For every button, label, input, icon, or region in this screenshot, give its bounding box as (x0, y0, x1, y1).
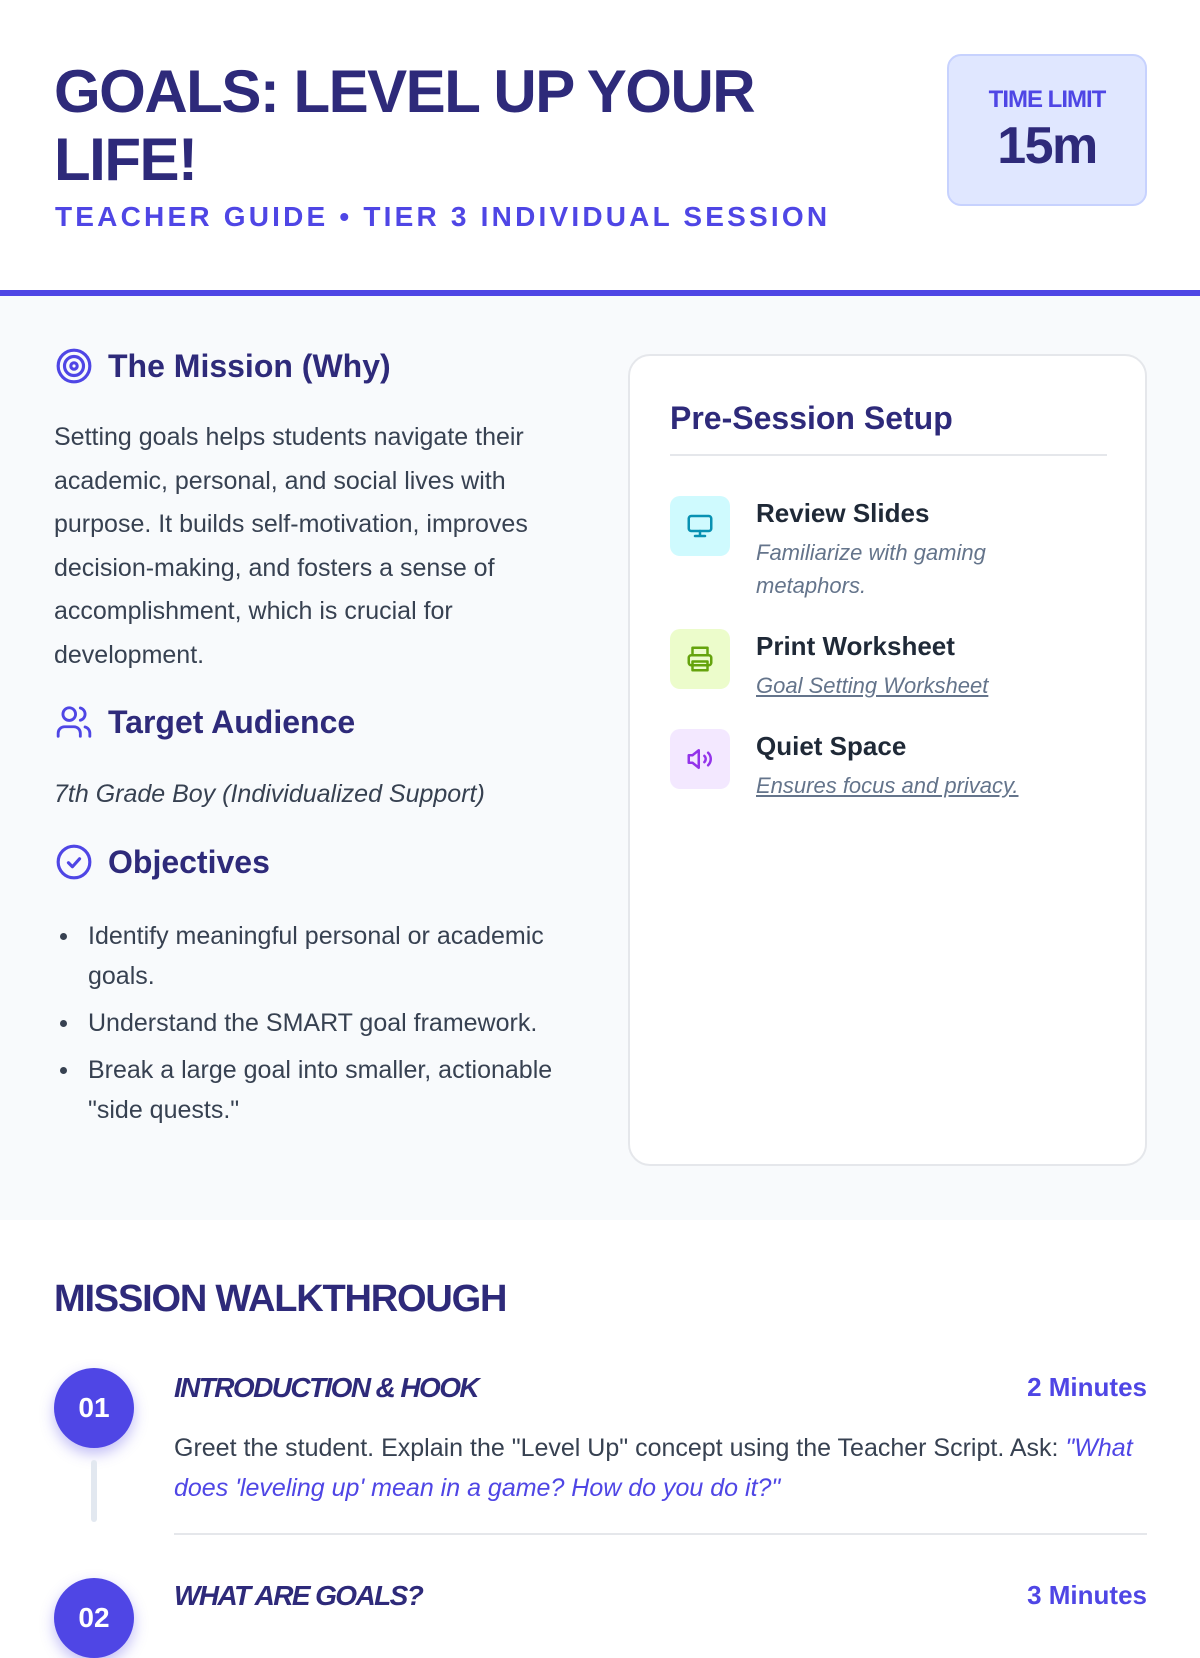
monitor-icon (670, 496, 730, 556)
users-icon (54, 702, 94, 742)
step-divider (174, 1533, 1147, 1535)
mission-heading (54, 346, 391, 386)
step-number: 01 (54, 1368, 134, 1448)
step-text: Greet the student. Explain the "Level Up" concept using the Teacher Script. Ask: (174, 1434, 1059, 1462)
setup-item-desc: Ensures focus and privacy. (756, 773, 1019, 798)
walkthrough-title: MISSION WALKTHROUGH (54, 1278, 507, 1320)
time-limit-label: TIME LIMIT (988, 86, 1106, 113)
page-header (0, 0, 1200, 296)
pre-session-setup-card (628, 354, 1147, 1166)
audience-text: 7th Grade Boy (Individualized Support) (54, 780, 485, 808)
setup-item-name: Review Slides (756, 498, 930, 528)
audience-heading-label: Target Audience (108, 703, 356, 740)
setup-item-quiet-space (670, 729, 1110, 809)
audience-heading (54, 702, 355, 742)
step-connector (91, 1460, 97, 1522)
page-subtitle: TEACHER GUIDE • TIER 3 INDIVIDUAL SESSION (55, 201, 831, 232)
worksheet-link[interactable]: Goal Setting Worksheet (756, 673, 989, 698)
step-title: INTRODUCTION & HOOK (174, 1372, 479, 1403)
time-limit-badge (947, 54, 1147, 206)
time-limit-value: 15m (997, 117, 1097, 175)
step-number: 02 (54, 1578, 134, 1658)
objectives-heading (54, 842, 270, 882)
objective-item: Identify meaningful personal or academic goals. (54, 916, 554, 996)
setup-item-print-worksheet (670, 629, 1110, 709)
setup-item-name: Print Worksheet (756, 631, 955, 661)
step-title: WHAT ARE GOALS? (174, 1580, 423, 1611)
page-title: GOALS: LEVEL UP YOUR LIFE! (54, 58, 755, 193)
target-icon (54, 346, 94, 386)
objective-item: Break a large goal into smaller, actionable "side quests." (54, 1050, 554, 1130)
speaker-icon (670, 729, 730, 789)
setup-item-name: Quiet Space (756, 731, 907, 761)
mission-text: Setting goals helps students navigate their academic, personal, and social lives with purpose. It builds self-motivation, improves decision-making, and fosters a sense of accomplishment, which is crucial for development. (54, 423, 528, 669)
objective-item: Understand the SMART goal framework. (54, 1003, 554, 1043)
objectives-heading-label: Objectives (108, 843, 270, 880)
overview-section (0, 296, 1200, 1220)
check-circle-icon (54, 842, 94, 882)
setup-divider (670, 454, 1107, 456)
step-quote: "What does 'leveling up' mean in a game? How do you do it?" (174, 1434, 1133, 1502)
objectives-list (54, 916, 554, 1137)
setup-item-desc: Familiarize with gaming metaphors. (756, 540, 986, 598)
setup-title: Pre-Session Setup (670, 400, 953, 436)
printer-icon (670, 629, 730, 689)
setup-item-review-slides (670, 496, 1110, 606)
step-duration: 2 Minutes (1027, 1372, 1147, 1402)
step-description (174, 1428, 1134, 1508)
step-duration: 3 Minutes (1027, 1580, 1147, 1610)
mission-heading-label: The Mission (Why) (108, 347, 391, 384)
